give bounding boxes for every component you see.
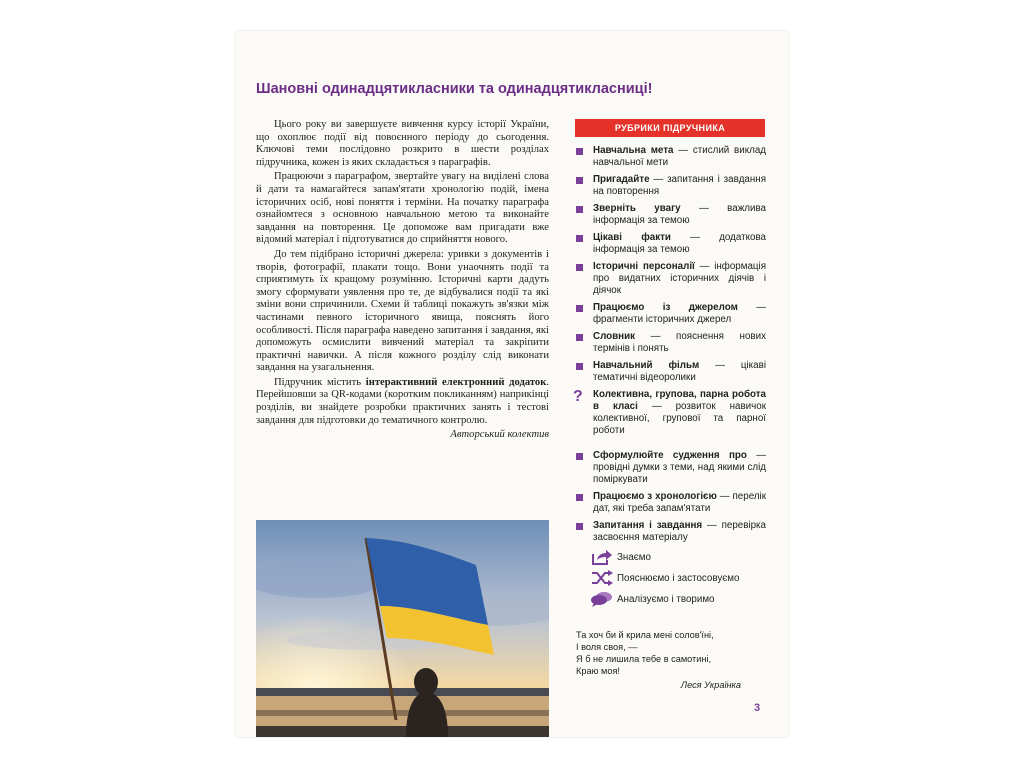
rubric-term: Працюємо із джерелом (593, 302, 738, 313)
rubric-item (571, 174, 766, 198)
rubric-desc: — запитання і завдання на повторення (593, 174, 766, 197)
square-bullet-icon (576, 235, 583, 242)
poem-line: Я б не лишила тебе в самотині, (576, 654, 712, 664)
square-bullet-icon (576, 264, 583, 271)
rubric-item (571, 450, 766, 486)
square-bullet-icon (576, 206, 583, 213)
square-bullet-icon (576, 177, 583, 184)
rubric-desc: — стислий виклад навчальної мети (593, 145, 766, 168)
rubric-desc: — розвиток навичок колективної, групової та парної роботи (593, 401, 766, 436)
spacer (571, 442, 766, 450)
intro-p4-bold: інтерактивний електронний додаток (365, 376, 547, 388)
square-bullet-icon (576, 305, 583, 312)
level-know (571, 549, 766, 570)
question-mark-icon: ? (573, 388, 583, 405)
rubric-item (571, 232, 766, 256)
page-title: Шановні одинадцятикласники та одинадцятикласниці! (256, 81, 653, 97)
rubric-desc: — перелік дат, які треба запам'ятати (593, 491, 766, 514)
level-label: Аналізуємо і творимо (617, 594, 715, 605)
textbook-page (236, 31, 788, 737)
rubric-desc: — цікаві тематичні відеоролики (593, 360, 766, 383)
poem (576, 629, 741, 691)
rubric-item (571, 261, 766, 297)
rubric-item (571, 520, 766, 544)
rubric-term: Цікаві факти (593, 232, 671, 243)
poem-line: І воля своя, — (576, 642, 638, 652)
rubric-desc: — додаткова інформація за темою (593, 232, 766, 255)
rubric-term: Сформулюйте судження про (593, 450, 747, 461)
level-apply (571, 570, 766, 591)
intro-paragraph-1: Цього року ви завершуєте вивчення курсу історії України, що охоплює події від повоєнного періоду до сьогодення. Ключові теми послідовно розкрито в шести розділах підручника, кожен із яких складається з параграфів. (256, 119, 549, 168)
rubric-term: Історичні персоналії (593, 261, 695, 272)
rubric-desc: — інформація про видатних історичних діячів і діячок (593, 261, 767, 296)
rubric-desc: — провідні думки з теми, над якими слід поміркувати (593, 450, 766, 485)
rubric-item (571, 331, 766, 355)
rubric-desc: — важлива інформація за темою (593, 203, 766, 226)
rubric-term: Колективна, групова, парна робота в класі (593, 389, 766, 412)
rubrics-sidebar (571, 119, 766, 612)
intro-paragraph-4 (256, 377, 549, 427)
rubric-desc: — пояснення нових термінів і понять (593, 331, 766, 354)
rubric-desc: — перевірка засвоєння матеріалу (593, 520, 766, 543)
rubric-term: Пригадайте (593, 174, 650, 185)
rubric-item (571, 302, 766, 326)
intro-text (256, 119, 549, 442)
square-bullet-icon (576, 148, 583, 155)
intro-paragraph-3: До тем підібрано історичні джерела: уривки з документів і творів, фотографії, плакати тощо. Вони унаочнять події та сприятимуть їх кращому розумінню. Історичні карти дадуть змогу сформувати уявлення про те, де відбувалися події та які зміни вони спричинили. Схеми й таблиці покажуть зв'язки між частинами певного історичного явища, пояснять його особливості. Після параграфа наведено запитання і завдання, які допоможуть осмислити вивчений матеріал та закріпити практичні навички. А після кожного розділу слід виконати завдання на узагальнення. (256, 248, 549, 374)
poem-line: Краю моя! (576, 666, 620, 676)
rubric-desc: — фрагменти історичних джерел (593, 302, 766, 325)
square-bullet-icon (576, 363, 583, 370)
rubric-item (571, 203, 766, 227)
square-bullet-icon (576, 334, 583, 341)
rubric-item-group-work (571, 389, 766, 437)
rubric-term: Запитання і завдання (593, 520, 703, 531)
rubric-term: Працюємо з хронологією (593, 491, 717, 502)
square-bullet-icon (576, 523, 583, 530)
level-label: Пояснюємо і застосовуємо (617, 573, 740, 584)
page-number: 3 (754, 702, 761, 714)
speech-bubbles-icon (591, 591, 613, 607)
signature: Авторський колектив (450, 429, 549, 441)
level-label: Знаємо (617, 552, 651, 563)
shuffle-icon (591, 570, 613, 586)
flag-photo (256, 520, 549, 737)
rubric-term: Навчальний фільм (593, 360, 700, 371)
intro-p4-end: . Перейшовши за QR-кодами (коротким покликанням) наприкінці розділів, ви знайдете розробки практичних занять і тестові завдання для підготовки до тематичного контролю. (256, 376, 549, 426)
rubric-item (571, 145, 766, 169)
flag-photo-illustration (256, 520, 549, 737)
intro-paragraph-2: Працюючи з параграфом, звертайте увагу на виділені слова й дати та намагайтеся запам'ятати хронологію подій, імена історичних осіб, нові поняття і терміни. На початку параграфа ознайомтеся з основною навчальною метою та виконайте завдання на повторення. Це допоможе вам пригадати вже відомий матеріал і підготуватися до сприйняття нового. (256, 171, 549, 246)
rubric-term: Навчальна мета (593, 145, 674, 156)
intro-p4-start: Підручник містить (274, 376, 366, 388)
rubric-term: Словник (593, 331, 636, 342)
square-bullet-icon (576, 494, 583, 501)
rubric-item (571, 491, 766, 515)
level-analyze (571, 591, 766, 612)
rubric-item (571, 360, 766, 384)
poem-author: Леся Українка (680, 680, 741, 690)
rubrics-banner: РУБРИКИ ПІДРУЧНИКА (575, 119, 765, 137)
poem-line: Та хоч би й крила мені солов'їні, (576, 630, 714, 640)
share-arrow-icon (591, 549, 613, 565)
rubric-term: Зверніть увагу (593, 203, 681, 214)
square-bullet-icon (576, 453, 583, 460)
rubric-list (571, 145, 766, 544)
